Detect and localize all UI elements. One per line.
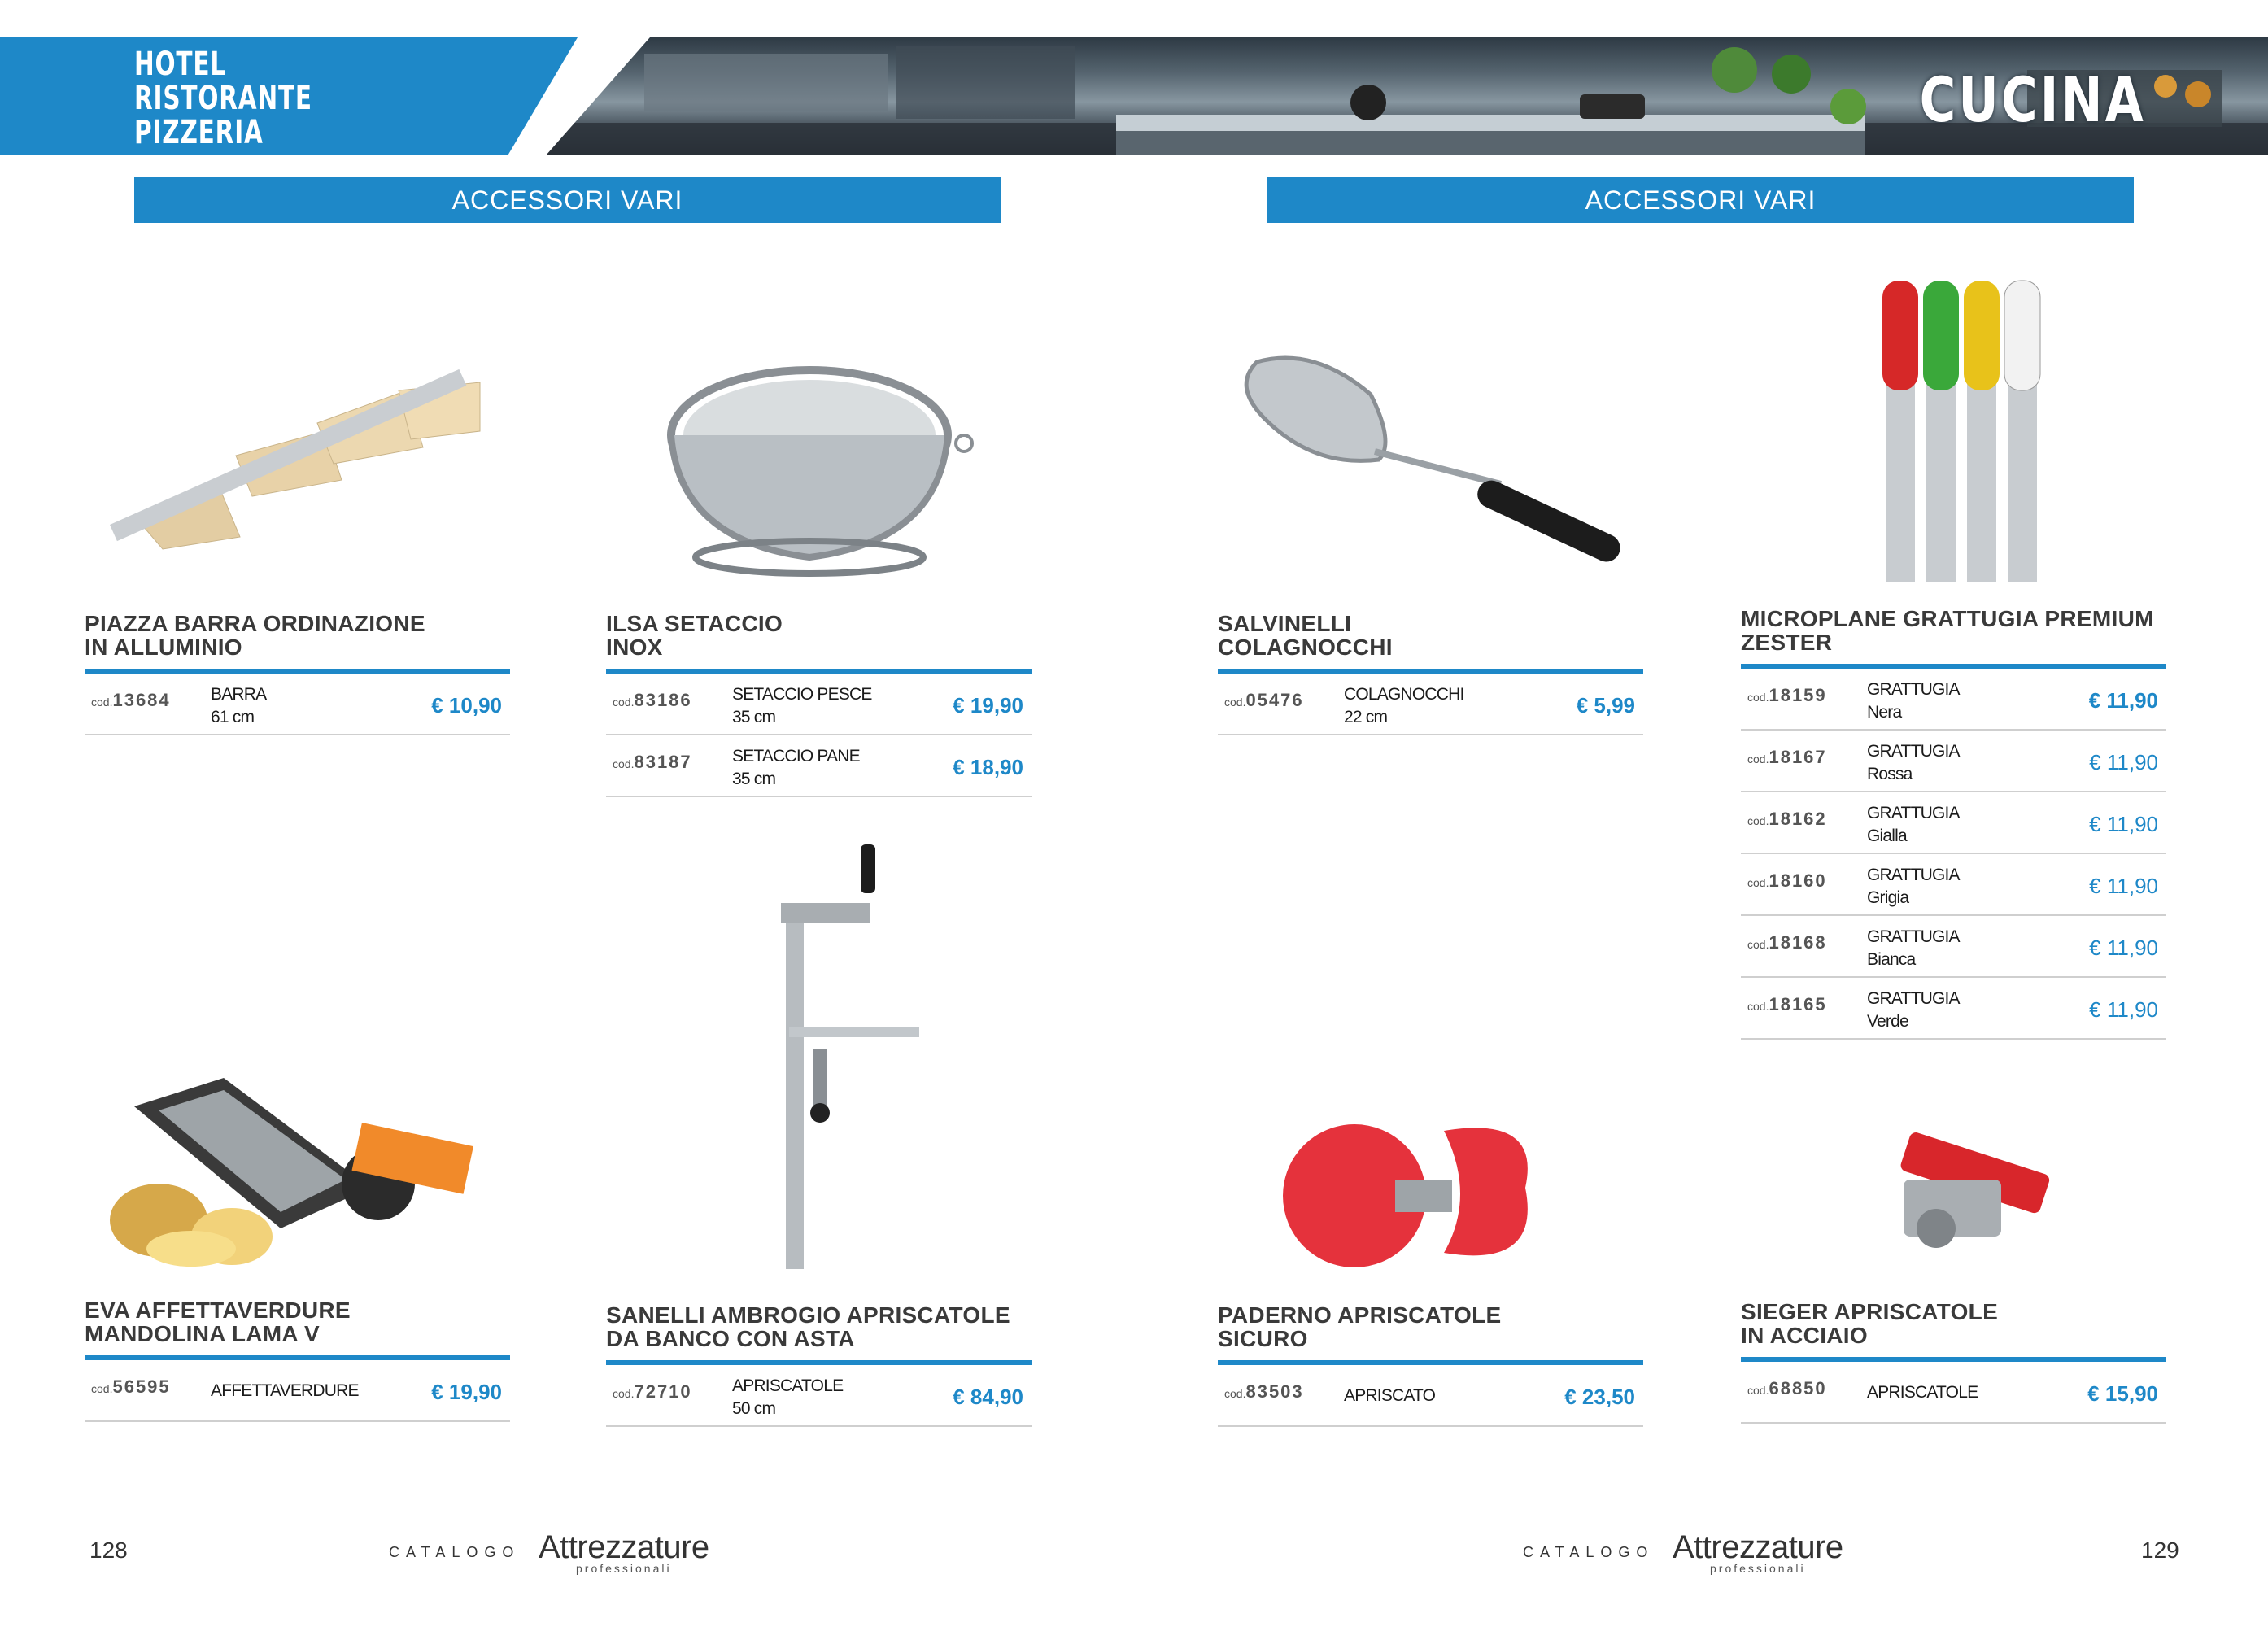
product-description (1867, 740, 1960, 786)
code-number: 05476 (1245, 690, 1304, 710)
footer-catalog-sub-left: professionali (576, 1562, 672, 1575)
product-title: IN ALLUMINIO (85, 635, 242, 660)
product-title: SICURO (1218, 1326, 1308, 1351)
code-prefix: cod. (1747, 938, 1769, 951)
description-line: APRISCATOLE (1867, 1383, 1978, 1402)
product-code (1747, 870, 1827, 892)
product-title: PIAZZA BARRA ORDINAZIONE (85, 611, 425, 636)
description-line: GRATTUGIA (1867, 989, 1960, 1008)
category-bar-left: ACCESSORI VARI (134, 177, 1001, 223)
product-price: € 11,90 (2089, 936, 2158, 960)
code-prefix: cod. (613, 757, 635, 770)
description-line: 35 cm (732, 708, 776, 726)
code-prefix: cod. (91, 696, 113, 709)
grater-white (2004, 281, 2040, 390)
price-row (1218, 674, 1643, 735)
product-description (1867, 802, 1960, 848)
product-description (1867, 988, 1960, 1033)
product-title: SANELLI AMBROGIO APRISCATOLE (606, 1302, 1010, 1328)
price-row (606, 674, 1032, 735)
product-code (1747, 747, 1827, 768)
product-description (732, 745, 860, 791)
product-price: € 11,90 (2089, 812, 2158, 836)
code-number: 83187 (634, 752, 692, 772)
product-code (91, 1376, 171, 1398)
product-description (732, 1375, 843, 1420)
code-number: 18165 (1769, 994, 1827, 1014)
description-line: Nera (1867, 703, 1902, 722)
description-line: SETACCIO PESCE (732, 685, 872, 704)
grater-green (1923, 281, 1959, 390)
gnocchi-strainer-image (1232, 346, 1639, 582)
footer-catalog-label-left: CATALOGO (389, 1544, 521, 1560)
product-price: € 11,90 (2089, 874, 2158, 898)
footer-catalog-name-left: Attrezzature (539, 1529, 709, 1565)
product-price: € 84,90 (953, 1385, 1023, 1409)
description-line: APRISCATO (1344, 1386, 1436, 1405)
product-code (613, 690, 692, 711)
product-title: DA BANCO CON ASTA (606, 1326, 855, 1351)
product-price: € 11,90 (2089, 997, 2158, 1022)
product-description (1867, 864, 1960, 909)
order-rail-image (98, 358, 488, 553)
price-row (606, 1365, 1032, 1427)
code-number: 68850 (1769, 1378, 1827, 1398)
product-title: SIEGER APRISCATOLE (1741, 1299, 1999, 1324)
category-bar-right: ACCESSORI VARI (1267, 177, 2134, 223)
product-title: EVA AFFETTAVERDURE (85, 1298, 351, 1323)
code-prefix: cod. (1224, 1387, 1246, 1400)
footer-catalog-name-right: Attrezzature (1673, 1529, 1843, 1565)
product-price: € 19,90 (953, 693, 1023, 718)
description-line: BARRA (211, 685, 267, 704)
description-line: GRATTUGIA (1867, 680, 1960, 699)
code-number: 56595 (112, 1376, 171, 1397)
product-price: € 5,99 (1576, 693, 1635, 718)
price-row (1741, 669, 2166, 731)
sieve-image (663, 354, 980, 582)
product-title: ZESTER (1741, 630, 1833, 655)
product-title: MICROPLANE GRATTUGIA PREMIUM (1741, 606, 2154, 631)
description-line: APRISCATOLE (732, 1376, 844, 1395)
description-line: AFFETTAVERDURE (211, 1381, 359, 1400)
description-line: GRATTUGIA (1867, 742, 1960, 761)
description-line: Gialla (1867, 827, 1907, 845)
product-price: € 18,90 (953, 755, 1023, 779)
product-title: MANDOLINA LAMA V (85, 1321, 320, 1346)
code-prefix: cod. (613, 696, 635, 709)
description-line: COLAGNOCCHI (1344, 685, 1464, 704)
section-title: CUCINA (1919, 63, 2146, 136)
price-row (1741, 1362, 2166, 1424)
code-number: 83186 (634, 690, 692, 710)
description-line: Grigia (1867, 888, 1909, 907)
grater-red (1882, 281, 1918, 390)
product-code (91, 690, 171, 711)
description-line: 50 cm (732, 1399, 776, 1418)
product-title: INOX (606, 635, 663, 660)
code-prefix: cod. (1747, 814, 1769, 827)
code-number: 83503 (1245, 1381, 1304, 1402)
description-line: 61 cm (211, 708, 255, 726)
product-price: € 23,50 (1564, 1385, 1635, 1409)
steel-can-opener-image (1887, 1106, 2066, 1269)
code-prefix: cod. (91, 1382, 113, 1395)
description-line: SETACCIO PANE (732, 747, 860, 766)
product-description (1344, 1385, 1435, 1407)
zester-graters-image (1879, 277, 2066, 586)
description-line: 22 cm (1344, 708, 1388, 726)
price-row (606, 735, 1032, 797)
product-price: € 10,90 (431, 693, 502, 718)
product-code (1224, 690, 1304, 711)
product-code (1747, 1378, 1827, 1399)
product-price: € 15,90 (2087, 1381, 2158, 1406)
price-row (1741, 978, 2166, 1040)
product-price: € 11,90 (2088, 688, 2158, 713)
product-title: COLAGNOCCHI (1218, 635, 1393, 660)
product-description (732, 683, 872, 729)
footer-catalog-sub-right: professionali (1710, 1562, 1806, 1575)
description-line: Bianca (1867, 950, 1916, 969)
description-line: Rossa (1867, 765, 1913, 783)
product-title: ILSA SETACCIO (606, 611, 783, 636)
code-number: 18159 (1769, 685, 1827, 705)
product-code (613, 1381, 692, 1402)
code-number: 72710 (634, 1381, 692, 1402)
product-code (1747, 809, 1827, 830)
code-prefix: cod. (1747, 691, 1769, 704)
code-prefix: cod. (1747, 876, 1769, 889)
footer-catalog-label-right: CATALOGO (1523, 1544, 1655, 1560)
price-row (1741, 792, 2166, 854)
price-row (85, 674, 510, 735)
description-line: GRATTUGIA (1867, 866, 1960, 884)
code-prefix: cod. (1747, 1000, 1769, 1013)
code-number: 18168 (1769, 932, 1827, 953)
code-number: 18162 (1769, 809, 1827, 829)
product-title: IN ACCIAIO (1741, 1323, 1868, 1348)
brand-line-hotel: HOTEL (134, 46, 226, 83)
product-description (1867, 926, 1960, 971)
product-code (1747, 994, 1827, 1015)
price-row (1741, 854, 2166, 916)
product-description (1867, 1381, 1978, 1404)
product-description (211, 1380, 359, 1402)
brand-line-pizzeria: PIZZERIA (134, 114, 264, 151)
code-prefix: cod. (1747, 1384, 1769, 1397)
code-prefix: cod. (613, 1387, 635, 1400)
code-number: 18167 (1769, 747, 1827, 767)
product-description (1867, 678, 1960, 724)
product-code (1747, 685, 1827, 706)
product-description (1344, 683, 1464, 729)
price-row (1741, 916, 2166, 978)
code-prefix: cod. (1747, 752, 1769, 766)
brand-line-ristorante: RISTORANTE (134, 80, 312, 117)
product-price: € 11,90 (2089, 750, 2158, 774)
safety-can-opener-image (1281, 1114, 1542, 1277)
description-line: GRATTUGIA (1867, 927, 1960, 946)
price-row (85, 1360, 510, 1422)
product-price: € 19,90 (431, 1380, 502, 1404)
product-title: PADERNO APRISCATOLE (1218, 1302, 1502, 1328)
product-code (613, 752, 692, 773)
price-row (1218, 1365, 1643, 1427)
product-code (1224, 1381, 1304, 1402)
page-number-right: 129 (2141, 1538, 2179, 1563)
mandoline-image (102, 1066, 484, 1269)
page-number-left: 128 (89, 1538, 128, 1563)
grater-yellow (1964, 281, 2000, 390)
product-code (1747, 932, 1827, 953)
product-title: SALVINELLI (1218, 611, 1352, 636)
price-row (1741, 731, 2166, 792)
product-description (211, 683, 266, 729)
code-number: 18160 (1769, 870, 1827, 891)
description-line: GRATTUGIA (1867, 804, 1960, 822)
description-line: 35 cm (732, 770, 776, 788)
code-number: 13684 (112, 690, 171, 710)
description-line: Verde (1867, 1012, 1908, 1031)
code-prefix: cod. (1224, 696, 1246, 709)
bench-can-opener-image (757, 838, 927, 1277)
